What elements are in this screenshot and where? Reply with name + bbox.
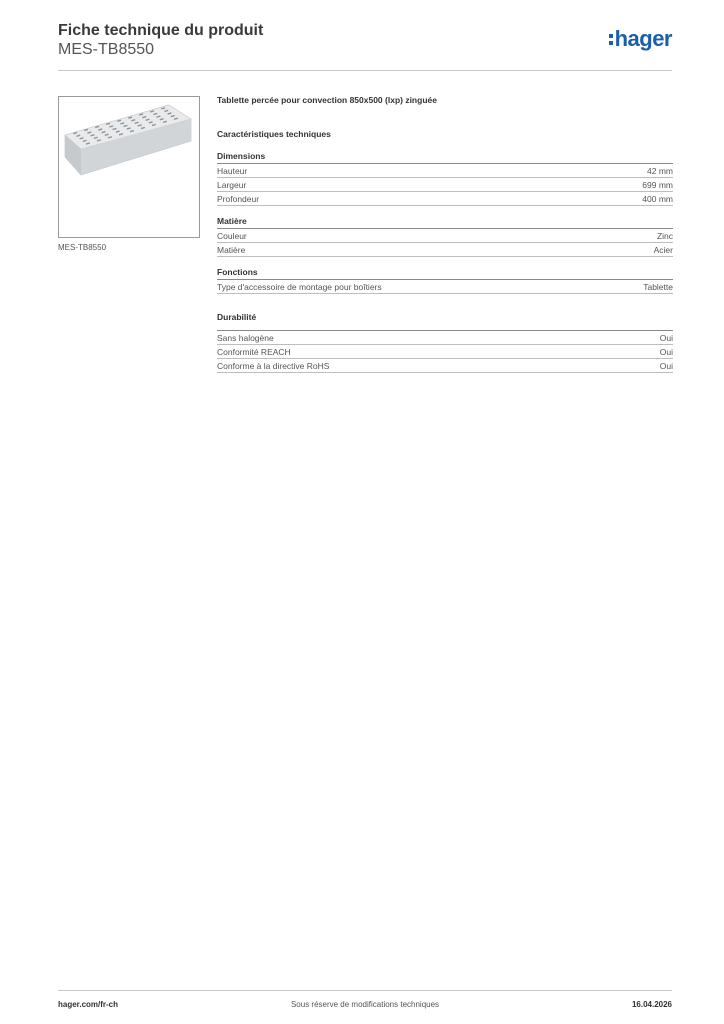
table-row [217,331,673,345]
table-row [217,280,673,294]
row-value: Tablette [643,282,673,292]
table-row [217,243,673,257]
page-header [58,22,672,71]
table-row [217,345,673,359]
product-image [58,96,200,238]
group-dimensions [217,150,673,206]
table-row [217,192,673,206]
group-matiere [217,215,673,257]
group-title: Matière [217,215,673,229]
row-label: Conforme à la directive RoHS [217,361,330,371]
section-heading: Caractéristiques techniques [217,129,331,139]
footer-date: 16.04.2026 [631,1000,672,1009]
product-reference: MES-TB8550 [58,41,155,58]
row-label: Conformité REACH [217,347,291,357]
row-value: 400 mm [642,194,673,204]
perforated-shelf-image [59,97,199,237]
row-label: Profondeur [217,194,260,204]
group-title: Durabilité [217,312,257,322]
page-footer [58,990,672,1009]
row-value: Oui [659,361,673,371]
durability-rows [217,330,673,373]
table-row [217,164,673,178]
row-label: Hauteur [217,166,248,176]
group-durabilite [217,311,673,373]
row-value: 699 mm [642,180,673,190]
hager-logo [609,28,672,50]
row-label: Couleur [217,231,247,241]
row-value: Oui [659,333,673,343]
logo-wordmark: hager [614,26,672,51]
group-title: Fonctions [217,266,673,280]
document-title: Fiche technique du produit [58,22,264,39]
group-title: Dimensions [217,150,673,164]
table-row [217,229,673,243]
footer-website[interactable]: hager.com/fr-ch [58,1000,119,1009]
row-value: Oui [659,347,673,357]
footer-notice: Sous réserve de modifications techniques [290,1000,440,1009]
logo-dots-icon [609,34,613,45]
row-value: 42 mm [647,166,673,176]
row-label: Sans halogène [217,333,274,343]
group-fonctions [217,266,673,294]
image-caption: MES-TB8550 [58,243,107,252]
product-description: Tablette percée pour convection 850x500 (lxp) zinguée [217,95,437,105]
row-value: Acier [653,245,673,255]
row-label: Matière [217,245,246,255]
row-value: Zinc [656,231,673,241]
row-label: Largeur [217,180,247,190]
technical-content [217,95,673,373]
table-row [217,178,673,192]
row-label: Type d'accessoire de montage pour boîtiers [217,282,382,292]
table-row [217,359,673,373]
